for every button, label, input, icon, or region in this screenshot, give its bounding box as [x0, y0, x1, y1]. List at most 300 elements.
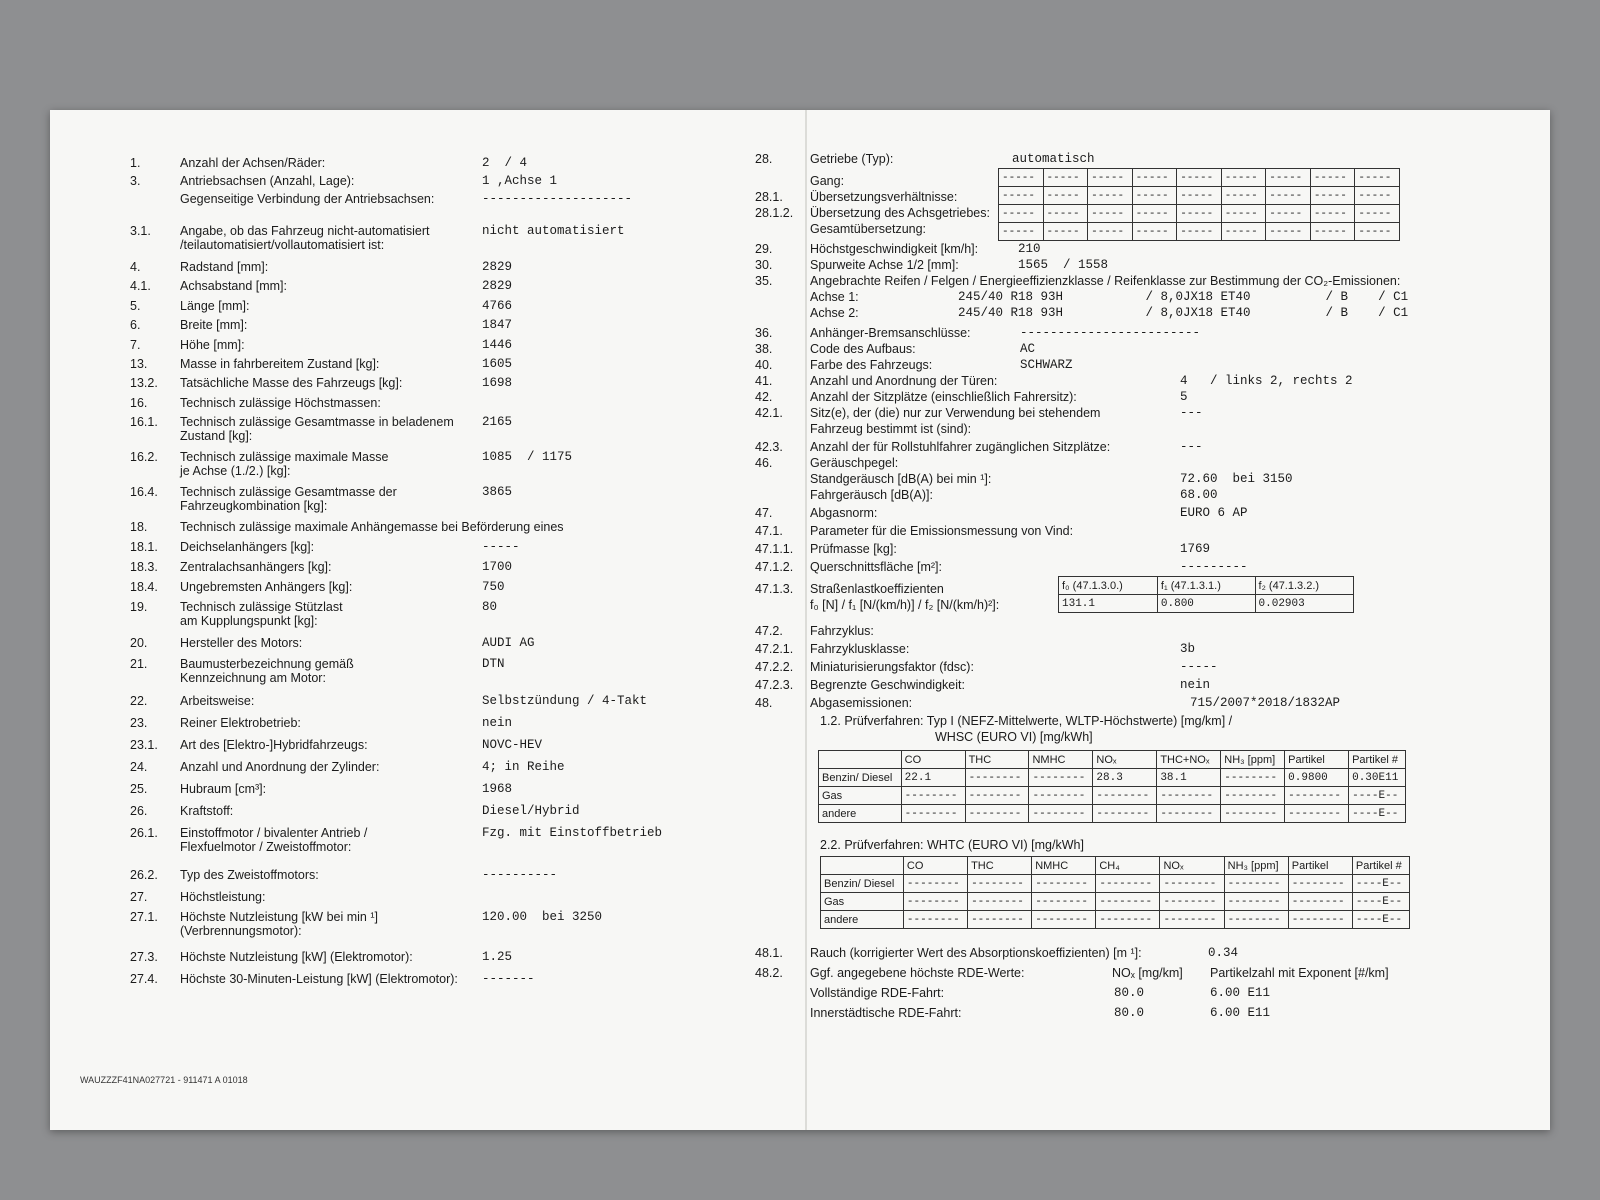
right-field-27-label: Miniaturisierungsfaktor (fdsc):	[810, 660, 974, 674]
em2-header-row	[821, 857, 1410, 875]
left-field-28-number: 26.1.	[130, 826, 158, 840]
em1-cell: --------	[965, 787, 1029, 805]
em1-cell: 0.30E11	[1349, 769, 1406, 787]
right-field-5-number: 29.	[755, 242, 773, 256]
right-field-10-label: Anhänger-Bremsanschlüsse:	[810, 326, 971, 340]
left-field-3-number: 3.1.	[130, 224, 151, 238]
gear-cell: -----	[1266, 169, 1311, 187]
right-field-12-label: Farbe des Fahrzeugs:	[810, 358, 933, 372]
left-field-10-value: 1698	[482, 376, 513, 390]
left-field-25-value: 4; in Reihe	[482, 760, 565, 774]
gear-cell: -----	[1088, 187, 1133, 205]
left-field-5-value: 2829	[482, 279, 513, 293]
em2-header-cell	[821, 857, 904, 875]
em2-row-label: andere	[821, 911, 904, 929]
gear-cell: -----	[1088, 205, 1133, 223]
left-field-33-label: Höchste 30-Minuten-Leistung [kW] (Elektromotor):	[180, 972, 458, 986]
left-field-13-label-2: je Achse (1./2.) [kg]:	[180, 464, 291, 478]
em2-row	[821, 875, 1410, 893]
em1-cell: 38.1	[1157, 769, 1221, 787]
em1-cell: --------	[901, 805, 965, 823]
gear-cell: -----	[999, 187, 1044, 205]
gear-cell: -----	[1221, 169, 1266, 187]
right-field-28-label: Begrenzte Geschwindigkeit:	[810, 678, 965, 692]
left-field-16-value: -----	[482, 540, 520, 554]
em2-cell: --------	[1288, 875, 1352, 893]
gear-cell: -----	[1266, 187, 1311, 205]
em2-cell: ----E--	[1352, 875, 1409, 893]
gear-cell: -----	[1310, 169, 1355, 187]
em1-cell: --------	[1093, 805, 1157, 823]
left-field-31-label-2: (Verbrennungsmotor):	[180, 924, 302, 938]
left-field-12-number: 16.1.	[130, 415, 158, 429]
left-field-6-label: Länge [mm]:	[180, 299, 250, 313]
gear-cell: -----	[1132, 169, 1177, 187]
road-value-cell: 0.02903	[1255, 595, 1353, 613]
left-field-8-number: 7.	[130, 338, 141, 352]
gear-cell: -----	[1221, 223, 1266, 241]
left-field-16-label: Deichselanhängers [kg]:	[180, 540, 315, 554]
right-field-25-label: Fahrzyklus:	[810, 624, 874, 638]
left-field-23-number: 23.	[130, 716, 148, 730]
right-field-11-value: AC	[1020, 342, 1036, 356]
em1-cell: --------	[1029, 787, 1093, 805]
left-field-6-value: 4766	[482, 299, 513, 313]
em2-row-label: Gas	[821, 893, 904, 911]
left-field-14-value: 3865	[482, 485, 513, 499]
gear-cell: -----	[1310, 187, 1355, 205]
right-field-2-number: 28.1.	[755, 190, 783, 204]
left-field-27-label: Kraftstoff:	[180, 804, 234, 818]
em2-cell: --------	[1288, 893, 1352, 911]
left-field-24-number: 23.1.	[130, 738, 158, 752]
left-field-4-number: 4.	[130, 260, 141, 274]
left-field-33-value: -------	[482, 972, 535, 986]
left-field-20-label: Hersteller des Motors:	[180, 636, 303, 650]
em1-header-cell: THC+NOₓ	[1157, 751, 1221, 769]
left-field-28-value: Fzg. mit Einstoffbetrieb	[482, 826, 663, 840]
left-field-0-number: 1.	[130, 156, 141, 170]
right-field-14-label: Anzahl der Sitzplätze (einschließlich Fahrersitz):	[810, 390, 1077, 404]
rde-full-pn: 6.00 E11	[1210, 986, 1271, 1000]
em2-cell: --------	[903, 893, 967, 911]
em2-cell: --------	[1032, 911, 1096, 929]
right-field-13-number: 41.	[755, 374, 773, 388]
em2-cell: --------	[1224, 875, 1288, 893]
em2-cell: --------	[1160, 893, 1224, 911]
right-field-7-number: 35.	[755, 274, 773, 288]
right-field-17-label: Geräuschpegel:	[810, 456, 899, 470]
em1-row	[819, 787, 1406, 805]
road-value-cell: 131.1	[1059, 595, 1158, 613]
em1-cell: --------	[1029, 769, 1093, 787]
right-field-11-number: 38.	[755, 342, 773, 356]
gear-cell: -----	[999, 205, 1044, 223]
gear-cell: -----	[1266, 205, 1311, 223]
em2-row-label: Benzin/ Diesel	[821, 875, 904, 893]
left-field-32-number: 27.3.	[130, 950, 158, 964]
right-field-11-label: Code des Aufbaus:	[810, 342, 916, 356]
right-field-24-label: Straßenlastkoeffizienten	[810, 582, 944, 596]
em1-header-cell: CO	[901, 751, 965, 769]
em2-row	[821, 893, 1410, 911]
gear-row	[999, 169, 1400, 187]
left-field-32-value: 1.25	[482, 950, 513, 964]
left-field-18-value: 750	[482, 580, 505, 594]
left-field-2-value: --------------------	[482, 192, 633, 206]
em1-cell: --------	[965, 769, 1029, 787]
road-header-row	[1059, 577, 1354, 595]
right-field-35-label: Innerstädtische RDE-Fahrt:	[810, 1006, 962, 1020]
em2-header-cell: NOₓ	[1160, 857, 1224, 875]
right-field-30-label: 1.2. Prüfverfahren: Typ I (NEFZ-Mittelwerte, WLTP-Höchstwerte) [mg/km] /	[820, 714, 1233, 728]
right-field-18-value: 72.60 bei 3150	[1180, 472, 1293, 486]
gear-cell: -----	[1355, 187, 1400, 205]
left-field-30-label: Höchstleistung:	[180, 890, 266, 904]
right-field-10-number: 36.	[755, 326, 773, 340]
em2-cell: --------	[1032, 893, 1096, 911]
right-field-15-number: 42.1.	[755, 406, 783, 420]
left-field-23-label: Reiner Elektrobetrieb:	[180, 716, 301, 730]
em2-header-cell: Partikel	[1288, 857, 1352, 875]
left-field-11-label: Technisch zulässige Höchstmassen:	[180, 396, 381, 410]
left-field-3-label-2: /teilautomatisiert/vollautomatisiert ist:	[180, 238, 385, 252]
right-field-16-value: ---	[1180, 440, 1203, 454]
gear-cell: -----	[999, 169, 1044, 187]
left-field-28-label: Einstoffmotor / bivalenter Antrieb /	[180, 826, 368, 840]
em2-cell: --------	[1224, 911, 1288, 929]
right-field-12-value: SCHWARZ	[1020, 358, 1073, 372]
gear-cell: -----	[1310, 205, 1355, 223]
em2-cell: --------	[968, 875, 1032, 893]
page-fold	[805, 110, 807, 1130]
left-field-12-label-2: Zustand [kg]:	[180, 429, 253, 443]
em1-row-label: Gas	[819, 787, 902, 805]
em2-header-cell: CO	[903, 857, 967, 875]
em1-cell: --------	[1093, 787, 1157, 805]
gear-cell: -----	[999, 223, 1044, 241]
left-field-19-label-2: am Kupplungspunkt [kg]:	[180, 614, 318, 628]
em1-cell: 22.1	[901, 769, 965, 787]
em1-header-row	[819, 751, 1406, 769]
left-field-29-label: Typ des Zweistoffmotors:	[180, 868, 319, 882]
left-field-0-value: 2 / 4	[482, 156, 528, 170]
right-field-32-number: 48.1.	[755, 946, 783, 960]
gear-row	[999, 187, 1400, 205]
em2-cell: --------	[1096, 893, 1160, 911]
gear-row	[999, 205, 1400, 223]
left-field-9-value: 1605	[482, 357, 513, 371]
right-field-26-value: 3b	[1180, 642, 1196, 656]
right-field-24-number: 47.1.3.	[755, 582, 794, 596]
left-field-22-number: 22.	[130, 694, 148, 708]
left-field-8-label: Höhe [mm]:	[180, 338, 245, 352]
left-field-5-label: Achsabstand [mm]:	[180, 279, 287, 293]
left-field-30-number: 27.	[130, 890, 148, 904]
right-field-30-label-2: WHSC (EURO VI) [mg/kWh]	[935, 730, 1093, 744]
left-field-31-value: 120.00 bei 3250	[482, 910, 603, 924]
left-field-7-value: 1847	[482, 318, 513, 332]
right-field-33-number: 48.2.	[755, 966, 783, 980]
gear-row	[999, 223, 1400, 241]
em1-cell: 28.3	[1093, 769, 1157, 787]
em2-cell: --------	[968, 911, 1032, 929]
em1-row-label: Benzin/ Diesel	[819, 769, 902, 787]
right-field-20-value: EURO 6 AP	[1180, 506, 1248, 520]
em1-cell: --------	[1029, 805, 1093, 823]
left-field-27-number: 26.	[130, 804, 148, 818]
left-field-18-label: Ungebremsten Anhängers [kg]:	[180, 580, 353, 594]
left-field-4-value: 2829	[482, 260, 513, 274]
left-field-13-number: 16.2.	[130, 450, 158, 464]
right-field-16-label: Anzahl der für Rollstuhlfahrer zugänglichen Sitzplätze:	[810, 440, 1111, 454]
em2-cell: ----E--	[1352, 911, 1409, 929]
left-field-17-value: 1700	[482, 560, 513, 574]
right-field-3-label: Übersetzung des Achsgetriebes:	[810, 206, 990, 220]
right-field-6-value: 1565 / 1558	[1018, 258, 1109, 272]
em1-header-cell: NOₓ	[1093, 751, 1157, 769]
right-field-20-label: Abgasnorm:	[810, 506, 878, 520]
right-field-8-label: Achse 1:	[810, 290, 859, 304]
left-field-22-value: Selbstzündung / 4-Takt	[482, 694, 648, 708]
right-field-3-number: 28.1.2.	[755, 206, 794, 220]
right-field-6-number: 30.	[755, 258, 773, 272]
gear-cell: -----	[1043, 223, 1088, 241]
right-field-6-label: Spurweite Achse 1/2 [mm]:	[810, 258, 959, 272]
em2-cell: --------	[1288, 911, 1352, 929]
emissions-table-type1	[818, 750, 1406, 823]
rde-city-pn: 6.00 E11	[1210, 1006, 1271, 1020]
left-field-33-number: 27.4.	[130, 972, 158, 986]
gear-cell: -----	[1310, 223, 1355, 241]
em1-cell: ----E--	[1349, 805, 1406, 823]
em2-header-cell: THC	[968, 857, 1032, 875]
right-field-26-label: Fahrzyklusklasse:	[810, 642, 910, 656]
right-field-16-number: 42.3.	[755, 440, 783, 454]
rde-city-nox: 80.0	[1114, 1006, 1145, 1020]
gear-ratio-table	[998, 168, 1400, 241]
right-field-29-value: 715/2007*2018/1832AP	[1190, 696, 1341, 710]
left-field-1-value: 1 ,Achse 1	[482, 174, 558, 188]
em2-cell: --------	[903, 875, 967, 893]
em1-row	[819, 805, 1406, 823]
document-sheet	[50, 110, 1550, 1130]
gear-cell: -----	[1177, 223, 1222, 241]
right-field-19-value: 68.00	[1180, 488, 1218, 502]
em2-header-cell: Partikel #	[1352, 857, 1409, 875]
right-field-13-label: Anzahl und Anordnung der Türen:	[810, 374, 998, 388]
left-field-5-number: 4.1.	[130, 279, 151, 293]
em2-header-cell: NMHC	[1032, 857, 1096, 875]
gear-cell: -----	[1132, 223, 1177, 241]
left-field-17-number: 18.3.	[130, 560, 158, 574]
em1-header-cell: NH₃ [ppm]	[1221, 751, 1285, 769]
gear-cell: -----	[1132, 205, 1177, 223]
left-field-17-label: Zentralachsanhängers [kg]:	[180, 560, 332, 574]
left-field-19-number: 19.	[130, 600, 148, 614]
right-field-1-label: Gang:	[810, 174, 845, 188]
emissions-table-whtc	[820, 856, 1410, 929]
right-field-0-label: Getriebe (Typ):	[810, 152, 894, 166]
right-field-22-value: 1769	[1180, 542, 1211, 556]
right-field-14-value: 5	[1180, 390, 1188, 404]
right-field-18-label: Standgeräusch [dB(A) bei min ¹]:	[810, 472, 992, 486]
gear-cell: -----	[1266, 223, 1311, 241]
left-field-21-value: DTN	[482, 657, 505, 671]
right-field-0-number: 28.	[755, 152, 773, 166]
left-field-1-label: Antriebsachsen (Anzahl, Lage):	[180, 174, 355, 188]
left-field-15-label: Technisch zulässige maximale Anhängemasse bei Beförderung eines	[180, 520, 564, 534]
em2-cell: --------	[903, 911, 967, 929]
road-value-row	[1059, 595, 1354, 613]
gear-cell: -----	[1043, 169, 1088, 187]
right-field-27-value: -----	[1180, 660, 1218, 674]
left-field-24-label: Art des [Elektro-]Hybridfahrzeugs:	[180, 738, 368, 752]
right-field-31-label: 2.2. Prüfverfahren: WHTC (EURO VI) [mg/kWh]	[820, 838, 1084, 852]
left-field-25-number: 24.	[130, 760, 148, 774]
gear-cell: -----	[1355, 169, 1400, 187]
right-field-29-number: 48.	[755, 696, 773, 710]
left-field-23-value: nein	[482, 716, 513, 730]
em2-cell: --------	[1032, 875, 1096, 893]
em1-cell: --------	[1285, 805, 1349, 823]
right-field-15-value: ---	[1180, 406, 1203, 420]
left-field-7-label: Breite [mm]:	[180, 318, 248, 332]
right-field-27-number: 47.2.2.	[755, 660, 794, 674]
right-field-28-number: 47.2.3.	[755, 678, 794, 692]
left-field-29-number: 26.2.	[130, 868, 158, 882]
right-field-10-value: ------------------------	[1020, 326, 1201, 340]
right-field-26-number: 47.2.1.	[755, 642, 794, 656]
left-field-14-number: 16.4.	[130, 485, 158, 499]
left-field-32-label: Höchste Nutzleistung [kW] (Elektromotor):	[180, 950, 413, 964]
left-field-11-number: 16.	[130, 396, 148, 410]
rde-pn-header: Partikelzahl mit Exponent [#/km]	[1210, 966, 1389, 980]
right-field-5-label: Höchstgeschwindigkeit [km/h]:	[810, 242, 979, 256]
em2-cell: --------	[1160, 911, 1224, 929]
left-field-12-label: Technisch zulässige Gesamtmasse in beladenem	[180, 415, 454, 429]
gear-cell: -----	[1355, 223, 1400, 241]
right-field-34-label: Vollständige RDE-Fahrt:	[810, 986, 945, 1000]
left-field-14-label: Technisch zulässige Gesamtmasse der	[180, 485, 397, 499]
left-field-14-label-2: Fahrzeugkombination [kg]:	[180, 499, 328, 513]
em2-cell: --------	[1096, 911, 1160, 929]
left-field-13-value: 1085 / 1175	[482, 450, 573, 464]
em1-cell: --------	[1221, 805, 1285, 823]
right-field-22-number: 47.1.1.	[755, 542, 794, 556]
gear-cell: -----	[1043, 187, 1088, 205]
em1-cell: --------	[1285, 787, 1349, 805]
right-field-20-number: 47.	[755, 506, 773, 520]
em2-row	[821, 911, 1410, 929]
gear-cell: -----	[1221, 187, 1266, 205]
left-field-26-label: Hubraum [cm³]:	[180, 782, 267, 796]
right-field-22-label: Prüfmasse [kg]:	[810, 542, 897, 556]
road-load-table	[1058, 576, 1354, 613]
left-field-20-value: AUDI AG	[482, 636, 535, 650]
em1-row-label: andere	[819, 805, 902, 823]
left-field-12-value: 2165	[482, 415, 513, 429]
left-field-27-value: Diesel/Hybrid	[482, 804, 580, 818]
road-header-cell: f₀ (47.1.3.0.)	[1059, 577, 1158, 595]
left-field-24-value: NOVC-HEV	[482, 738, 543, 752]
gear-cell: -----	[1177, 169, 1222, 187]
right-field-28-value: nein	[1180, 678, 1211, 692]
em2-header-cell: NH₃ [ppm]	[1224, 857, 1288, 875]
left-field-1-number: 3.	[130, 174, 141, 188]
right-field-2-label: Übersetzungsverhältnisse:	[810, 190, 958, 204]
road-value-cell: 0.800	[1157, 595, 1255, 613]
right-field-23-number: 47.1.2.	[755, 560, 794, 574]
right-field-23-value: ---------	[1180, 560, 1248, 574]
gear-cell: -----	[1132, 187, 1177, 205]
left-field-21-label-2: Kennzeichnung am Motor:	[180, 671, 326, 685]
left-field-21-label: Baumusterbezeichnung gemäß	[180, 657, 354, 671]
right-field-15-label-2: Fahrzeug bestimmt ist (sind):	[810, 422, 972, 436]
right-field-4-label: Gesamtübersetzung:	[810, 222, 927, 236]
gear-cell: -----	[1088, 169, 1133, 187]
right-field-23-label: Querschnittsfläche [m²]:	[810, 560, 942, 574]
left-field-31-number: 27.1.	[130, 910, 158, 924]
left-field-6-number: 5.	[130, 299, 141, 313]
left-field-7-number: 6.	[130, 318, 141, 332]
right-field-17-number: 46.	[755, 456, 773, 470]
right-field-21-number: 47.1.	[755, 524, 783, 538]
left-field-15-number: 18.	[130, 520, 148, 534]
left-field-28-label-2: Flexfuelmotor / Zweistoffmotor:	[180, 840, 352, 854]
left-field-26-value: 1968	[482, 782, 513, 796]
em1-cell: --------	[1221, 787, 1285, 805]
right-field-19-label: Fahrgeräusch [dB(A)]:	[810, 488, 933, 502]
left-field-8-value: 1446	[482, 338, 513, 352]
right-field-0-value: automatisch	[1012, 152, 1095, 166]
right-field-15-label: Sitz(e), der (die) nur zur Verwendung bei stehendem	[810, 406, 1101, 420]
left-field-10-label: Tatsächliche Masse des Fahrzeugs [kg]:	[180, 376, 403, 390]
right-field-33-label: Ggf. angegebene höchste RDE-Werte:	[810, 966, 1025, 980]
right-field-32-label: Rauch (korrigierter Wert des Absorptionskoeffizienten) [m ¹]:	[810, 946, 1142, 960]
left-field-18-number: 18.4.	[130, 580, 158, 594]
em1-header-cell	[819, 751, 902, 769]
left-field-26-number: 25.	[130, 782, 148, 796]
em1-header-cell: Partikel #	[1349, 751, 1406, 769]
left-field-21-number: 21.	[130, 657, 148, 671]
em1-cell: --------	[901, 787, 965, 805]
left-field-29-value: ----------	[482, 868, 558, 882]
rde-nox-header: NOₓ [mg/km]	[1112, 966, 1183, 980]
gear-cell: -----	[1177, 205, 1222, 223]
right-field-7-label: Angebrachte Reifen / Felgen / Energieeffizienzklasse / Reifenklasse zur Bestimmung der CO₂-Emissionen:	[810, 274, 1401, 288]
right-field-13-value: 4 / links 2, rechts 2	[1180, 374, 1353, 388]
left-field-22-label: Arbeitsweise:	[180, 694, 255, 708]
left-field-2-label: Gegenseitige Verbindung der Antriebsachsen:	[180, 192, 435, 206]
left-field-25-label: Anzahl und Anordnung der Zylinder:	[180, 760, 380, 774]
em2-header-cell: CH₄	[1096, 857, 1160, 875]
em2-cell: --------	[1160, 875, 1224, 893]
right-field-5-value: 210	[1018, 242, 1041, 256]
left-field-16-number: 18.1.	[130, 540, 158, 554]
right-field-9-value: 245/40 R18 93H / 8,0JX18 ET40 / B / C1	[958, 306, 1409, 320]
gear-cell: -----	[1043, 205, 1088, 223]
left-field-10-number: 13.2.	[130, 376, 158, 390]
em1-header-cell: NMHC	[1029, 751, 1093, 769]
em1-header-cell: Partikel	[1285, 751, 1349, 769]
left-field-19-value: 80	[482, 600, 498, 614]
em1-cell: --------	[1157, 787, 1221, 805]
right-field-9-label: Achse 2:	[810, 306, 859, 320]
left-field-3-label: Angabe, ob das Fahrzeug nicht-automatisiert	[180, 224, 430, 238]
gear-cell: -----	[1221, 205, 1266, 223]
em1-cell: --------	[965, 805, 1029, 823]
